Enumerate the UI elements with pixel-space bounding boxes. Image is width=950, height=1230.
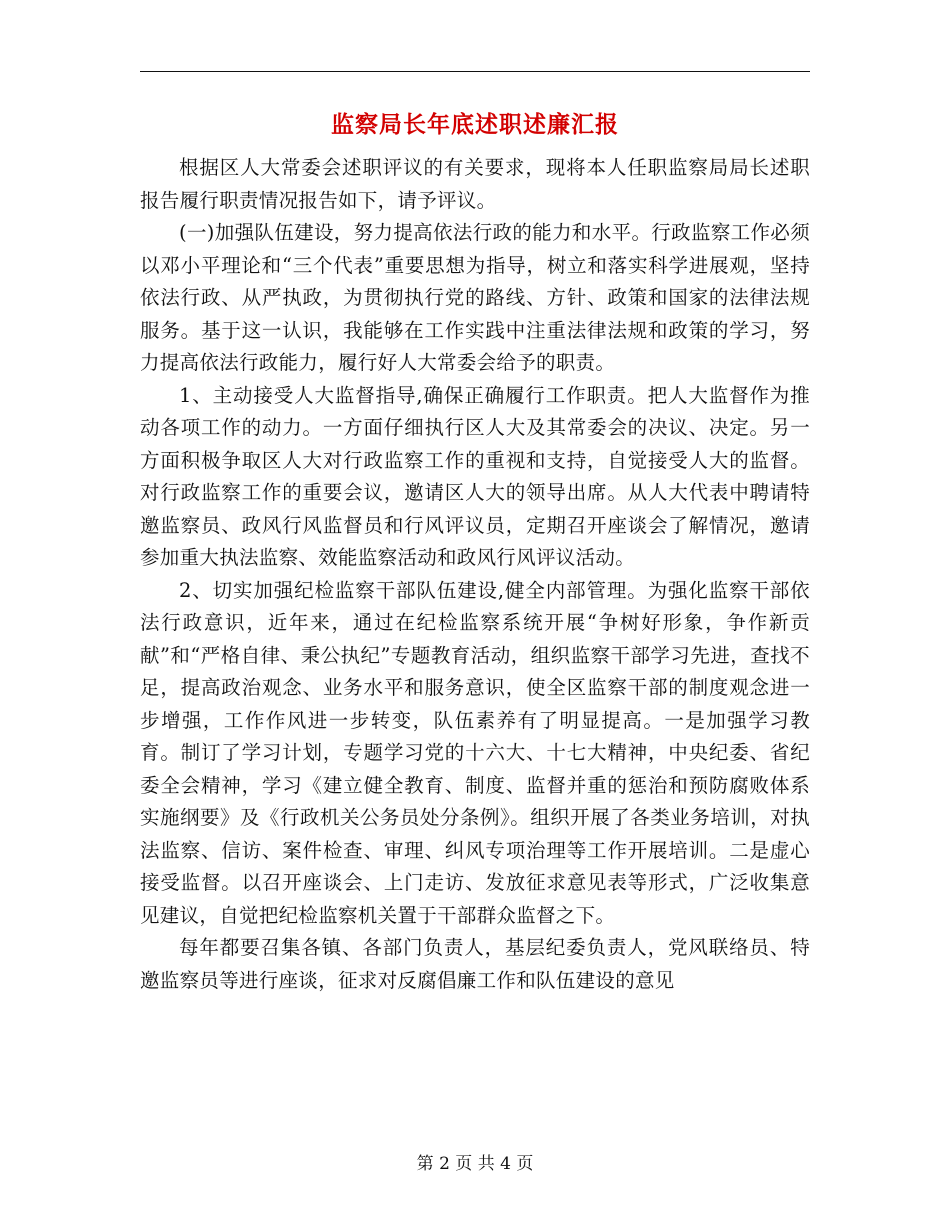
- paragraph-continuation: 每年都要召集各镇、各部门负责人，基层纪委负责人，党风联络员、特邀监察员等进行座谈，征求对反腐倡廉工作和队伍建设的意见: [140, 936, 810, 992]
- header-rule: [140, 71, 810, 72]
- paragraph-item-one: 1、主动接受人大监督指导,确保正确履行工作职责。把人大监督作为推动各项工作的动力。一方面仔细执行区人大及其常委会的决议、决定。另一方面积极争取区人大对行政监察工作的重视和支持，自觉接受人大的监督。对行政监察工作的重要会议，邀请区人大的领导出席。从人大代表中聘请特邀监察员、政风行风监督员和行风评议员，定期召开座谈会了解情况，邀请参加重大执法监察、效能监察活动和政风行风评议活动。: [140, 383, 810, 569]
- paragraph-section-one: (一)加强队伍建设，努力提高依法行政的能力和水平。行政监察工作必须以邓小平理论和“三个代表”重要思想为指导，树立和落实科学进展观，坚持依法行政、从严执政，为贯彻执行党的路线、方针、政策和国家的法律法规服务。基于这一认识，我能够在工作实践中注重法律法规和政策的学习，努力提高依法行政能力，履行好人大常委会给予的职责。: [140, 221, 810, 374]
- paragraph-item-two: 2、切实加强纪检监察干部队伍建设,健全内部管理。为强化监察干部依法行政意识，近年来，通过在纪检监察系统开展“争树好形象，争作新贡献”和“严格自律、秉公执纪”专题教育活动，组织监察干部学习先进，查找不足，提高政治观念、业务水平和服务意识，使全区监察干部的制度观念进一步增强，工作作风进一步转变，队伍素养有了明显提高。一是加强学习教育。制订了学习计划，专题学习党的十六大、十七大精神，中央纪委、省纪委全会精神，学习《建立健全教育、制度、监督并重的惩治和预防腐败体系实施纲要》及《行政机关公务员处分条例》。组织开展了各类业务培训，对执法监察、信访、案件检查、审理、纠风专项治理等工作开展培训。二是虚心接受监督。以召开座谈会、上门走访、发放征求意见表等形式，广泛收集意见建议，自觉把纪检监察机关置于干部群众监督之下。: [140, 578, 810, 927]
- document-body: [140, 152, 810, 997]
- document-title: 监察局长年底述职述廉汇报: [331, 111, 619, 138]
- page-number-footer: 第 2 页 共 4 页: [416, 1154, 534, 1174]
- paragraph-intro: 根据区人大常委会述职评议的有关要求，现将本人任职监察局局长述职报告履行职责情况报告如下，请予评议。: [140, 156, 810, 212]
